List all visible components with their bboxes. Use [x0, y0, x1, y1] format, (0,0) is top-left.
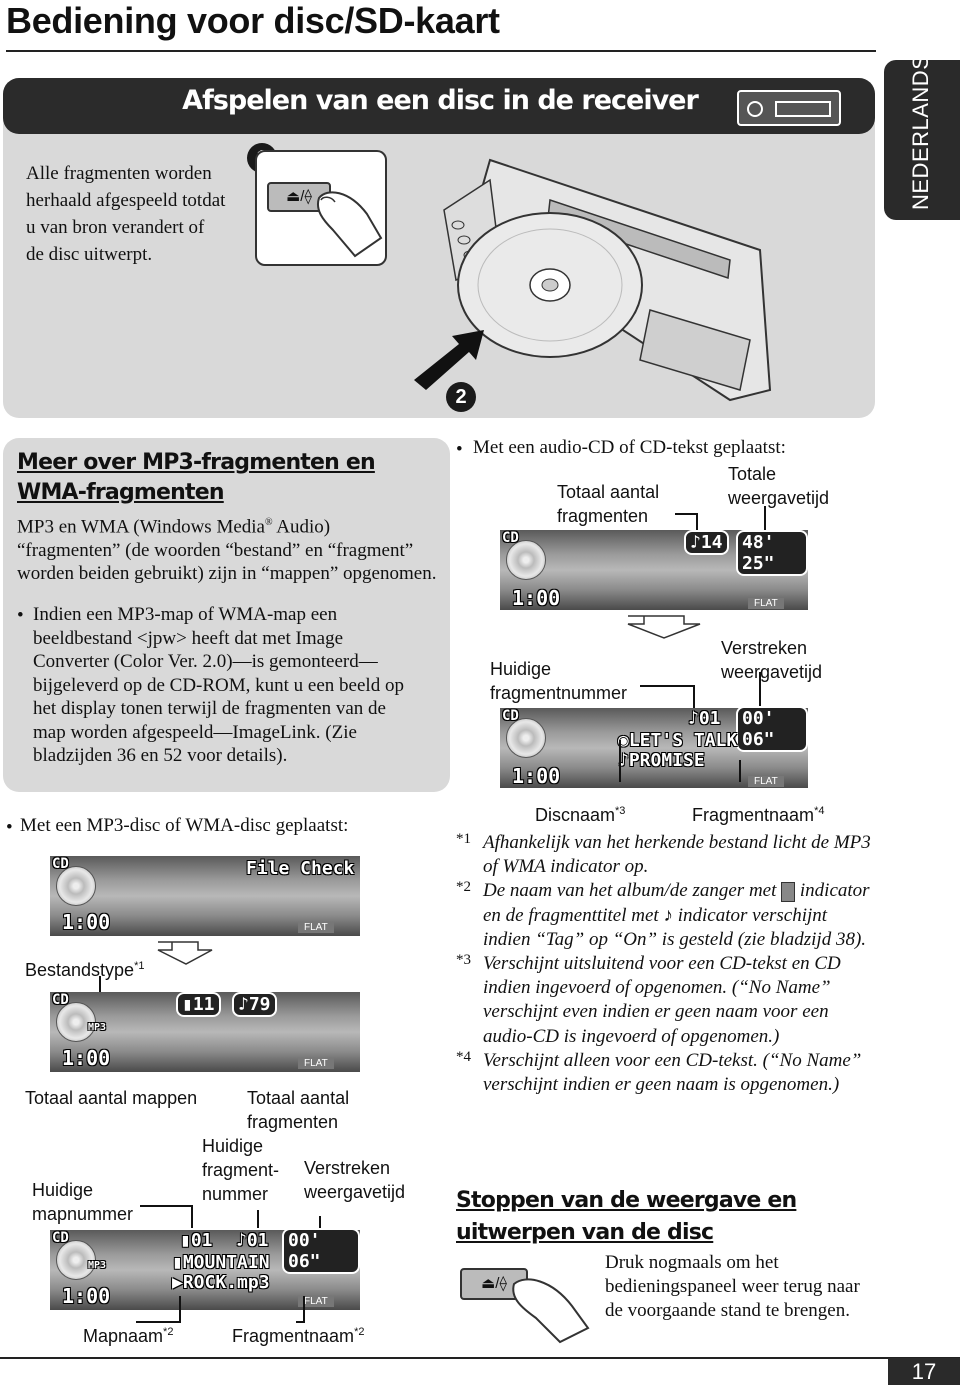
lcd-total-time: 48' 25": [736, 530, 808, 576]
bullet-dot: •: [17, 605, 24, 626]
lcd-song-name: ♪PROMISE: [618, 750, 705, 771]
lcd-elapsed-time: 00' 06": [282, 1228, 360, 1274]
track-name-label: Fragmentnaam$^{*2}$: [232, 1326, 365, 1346]
lcd-file-name: ▶ROCK.mp3: [172, 1272, 270, 1293]
current-track-label: Huidige fragmentnummer: [490, 659, 628, 703]
mp3-info-heading: Meer over MP3-fragmenten en WMA-fragmenten: [17, 450, 375, 505]
lcd-track-number: ♪01: [688, 708, 721, 729]
lcd-time: 1:00: [512, 586, 561, 610]
bullet-dot: •: [6, 817, 13, 838]
disc-icon: [506, 540, 546, 580]
disc-name-label: Discnaam$^{*3}$: [535, 805, 626, 825]
footnote-3: *3 Verschijnt uitsluitend voor een CD-tekst en CD indien ingevoerd of opgenomen. (“No Name” verschijnt even indien er geen naam voor een audio-CD is ingevoerd of opgenomen.): [456, 952, 841, 1047]
file-type-label: Bestandstype$^{*1}$: [25, 960, 145, 980]
play-description: Alle fragmenten worden herhaald afgespeeld totdat u van bron verandert of de disc uitwerpt.: [26, 163, 226, 265]
registered-mark: ®: [264, 517, 273, 528]
bottom-rule: [0, 1357, 960, 1359]
audio-lcd-totals: [500, 530, 808, 610]
mp3-disc-heading: Met een MP3-disc of WMA-disc geplaatst:: [20, 815, 349, 836]
mp3-lcd-file-check: [50, 856, 360, 936]
receiver-icon: [737, 90, 841, 126]
elapsed-time-label: Verstreken weergavetijd: [304, 1158, 406, 1202]
audio-name-pointers: [580, 740, 780, 770]
album-indicator-icon: [781, 882, 795, 902]
lcd-elapsed-time: 00' 06": [736, 706, 808, 752]
mp3-info-text-b: Audio) “fragmenten” (de woorden “bestand” en “fragment” worden beiden gebruikt) zijn in “mappen” opgenomen.: [17, 516, 437, 585]
disc-icon: [56, 866, 96, 906]
title-rule: [6, 50, 876, 52]
lcd-total-folders: ▮11: [176, 992, 221, 1017]
page-title: Bediening voor disc/SD-kaart: [6, 0, 500, 41]
current-folder-label: Huidige mapnummer: [32, 1180, 134, 1224]
lcd-folder-name: ▮MOUNTAIN: [172, 1252, 270, 1273]
lcd-cd-indicator: CD: [52, 992, 69, 1008]
lcd-time: 1:00: [62, 1284, 111, 1308]
footnotes: [456, 831, 876, 1097]
finger-icon: [456, 1262, 596, 1342]
disc-icon: [506, 718, 546, 758]
lcd-total-tracks: ♪14: [684, 530, 729, 555]
total-playtime-label: Totale weergavetijd: [728, 464, 830, 508]
lcd-track-number: ♪01: [236, 1230, 269, 1251]
lcd-mp3-indicator: MP3: [88, 1260, 107, 1271]
imagelink-bullet: Indien een MP3-map of WMA-map een beeldbestand <jpw> heeft dat met Image Converter (Color Ver. 2.0)—is gemonteerd—bijgeleverd op de CD-ROM, kunt u een beeld op het display tonen terwijl de fragmenten van de map worden afgespeeld—ImageLink. (Zie bladzijden 36 en 52 voor details).: [33, 604, 404, 766]
lcd-time: 1:00: [62, 1046, 111, 1070]
down-arrow-icon: [628, 616, 708, 640]
footnote-2: *2 De naam van het album/de zanger met indicator en de fragmenttitel met ♪ indicator verschijnt indien “Tag” op “On” is gesteld (zie bladzijd 38).: [456, 879, 870, 950]
lcd-time: 1:00: [512, 764, 561, 788]
lcd-flat: FLAT: [298, 1296, 334, 1307]
mp3-lcd-totals: [50, 992, 360, 1072]
footnote-1: *1 Afhankelijk van het herkende bestand licht de MP3 of WMA indicator op.: [456, 831, 871, 878]
finger-icon: [257, 152, 385, 264]
lcd-cd-indicator: CD: [52, 856, 69, 872]
mp3-pointer-lines: [140, 1170, 360, 1230]
mp3-info-paragraph: [17, 511, 437, 586]
lcd-file-check: File Check: [246, 858, 355, 879]
stop-eject-heading: Stoppen van de weergave en uitwerpen van de disc: [456, 1188, 797, 1245]
down-arrow-icon: [158, 942, 218, 966]
eject-button[interactable]: ⏏/⟠: [460, 1268, 528, 1300]
lcd-folder-number: ▮01: [180, 1230, 213, 1251]
lcd-cd-indicator: CD: [502, 530, 519, 546]
lcd-mp3-indicator: MP3: [88, 1022, 107, 1033]
mp3-info-text-a: MP3 en WMA (Windows Media: [17, 516, 265, 538]
elapsed-time-label: Verstreken weergavetijd: [721, 638, 823, 682]
lcd-flat: FLAT: [298, 922, 334, 933]
language-tab-label: NEDERLANDS: [908, 54, 933, 210]
stop-eject-illustration: [456, 1262, 596, 1342]
note-indicator-icon: ♪: [663, 904, 673, 926]
lcd-flat: FLAT: [748, 776, 784, 787]
total-folders-label: Totaal aantal mappen: [25, 1088, 198, 1108]
insert-arrow-icon: [414, 330, 494, 390]
current-track-label: Huidige fragment-nummer: [202, 1136, 280, 1204]
step-2-badge: 2: [446, 382, 476, 412]
eject-button-illustration: [255, 150, 387, 266]
folder-name-label: Mapnaam$^{*2}$: [83, 1326, 174, 1346]
eject-button[interactable]: ⏏/⟠: [267, 182, 331, 212]
total-tracks-label: Totaal aantal fragmenten: [557, 482, 660, 526]
track-name-label: Fragmentnaam$^{*4}$: [692, 805, 825, 825]
play-section-header: Afspelen van een disc in de receiver: [182, 85, 698, 116]
lcd-cd-indicator: CD: [52, 1230, 69, 1246]
footnote-4: *4 Verschijnt alleen voor een CD-tekst. (“No Name” verschijnt indien er geen naam is opgenomen.): [456, 1048, 862, 1096]
stop-eject-text: Druk nogmaals om het bedieningspaneel weer terug naar de voorgaande stand te brengen.: [605, 1252, 860, 1321]
audio-cd-heading: Met een audio-CD of CD-tekst geplaatst:: [473, 437, 786, 458]
language-tab: [884, 54, 960, 220]
lcd-total-tracks: ♪79: [232, 992, 277, 1017]
lcd-disc-name: ◉LET'S TALK: [618, 730, 738, 751]
lcd-cd-indicator: CD: [502, 708, 519, 724]
lcd-time: 1:00: [62, 910, 111, 934]
bullet-dot: •: [456, 439, 463, 460]
lcd-flat: FLAT: [298, 1058, 334, 1069]
total-tracks-label: Totaal aantal fragmenten: [247, 1088, 350, 1132]
page-number: 17: [888, 1358, 960, 1385]
lcd-flat: FLAT: [748, 598, 784, 609]
